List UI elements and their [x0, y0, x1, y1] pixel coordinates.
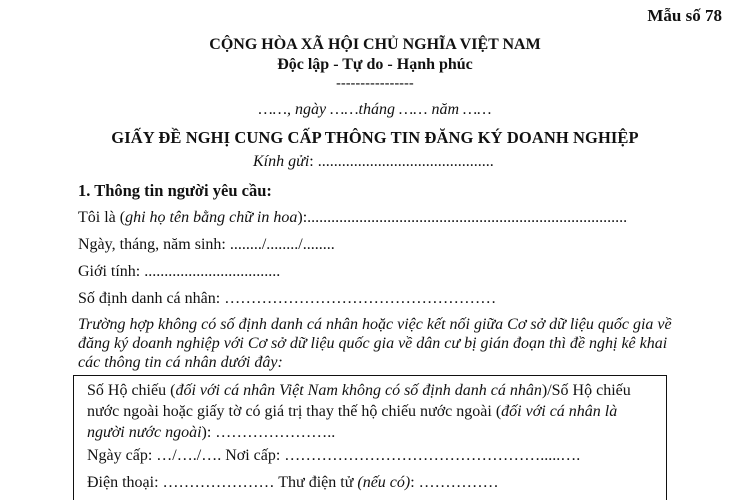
country-name: CỘNG HÒA XÃ HỘI CHỦ NGHĨA VIỆT NAM: [209, 36, 541, 53]
passport-text-2: )/Số Hộ chiếu nước ngoài hoặc giấy tờ có giá trị thay thế hộ chiếu nước ngoài (: [87, 382, 631, 420]
name-blank: ):................................................................................: [297, 209, 628, 226]
recipient-line: [253, 153, 494, 171]
recipient-blank: : ............................................: [309, 153, 494, 170]
form-number: Mẫu số 78: [647, 6, 722, 25]
passport-hint-2: đối với cá nhân là người nước ngoài: [87, 403, 618, 441]
section-heading: 1. Thông tin người yêu cầu:: [78, 181, 272, 200]
passport-paragraph: [87, 380, 657, 443]
email-blank: : ……………: [410, 474, 499, 491]
passport-text-1: Số Hộ chiếu (: [87, 382, 176, 399]
name-prefix: Tôi là (: [78, 209, 126, 226]
email-hint: (nếu có): [357, 474, 411, 491]
date-line: ……, ngày ……tháng …… năm ……: [258, 101, 492, 118]
document-title: GIẤY ĐỀ NGHỊ CUNG CẤP THÔNG TIN ĐĂNG KÝ DOANH NGHIỆP: [111, 128, 639, 147]
personal-info-box: [73, 375, 667, 500]
phone-email-text: Điện thoại: ………………… Thư điện tử: [87, 474, 358, 491]
passport-hint-1: đối với cá nhân Việt Nam không có số định danh cá nhân: [175, 382, 542, 399]
gender-field-line: Giới tính: ..................................: [78, 263, 281, 280]
contact-line: [87, 474, 499, 492]
name-hint: ghi họ tên bằng chữ in hoa: [125, 209, 298, 226]
passport-text-3: ): …………………..: [201, 424, 336, 441]
recipient-label: Kính gửi: [253, 153, 310, 170]
personal-id-field-line: Số định danh cá nhân: ……………………………………………: [78, 290, 497, 307]
issue-date-place-line: Ngày cấp: …/…./…. Nơi cấp: ………………………………………….....….: [87, 447, 581, 464]
dob-field-line: Ngày, tháng, năm sinh: ......../......../........: [78, 236, 335, 253]
national-motto: Độc lập - Tự do - Hạnh phúc: [277, 56, 473, 73]
name-field-line: [78, 209, 627, 227]
instruction-note: Trường hợp không có số định danh cá nhân hoặc việc kết nối giữa Cơ sở dữ liệu quốc gia về đăng ký doanh nghiệp với Cơ sở dữ liệu quốc gia về dân cư bị gián đoạn thì đề nghị kê khai các thông tin cá nhân dưới đây:: [78, 316, 672, 371]
header-separator: ----------------: [336, 76, 414, 91]
